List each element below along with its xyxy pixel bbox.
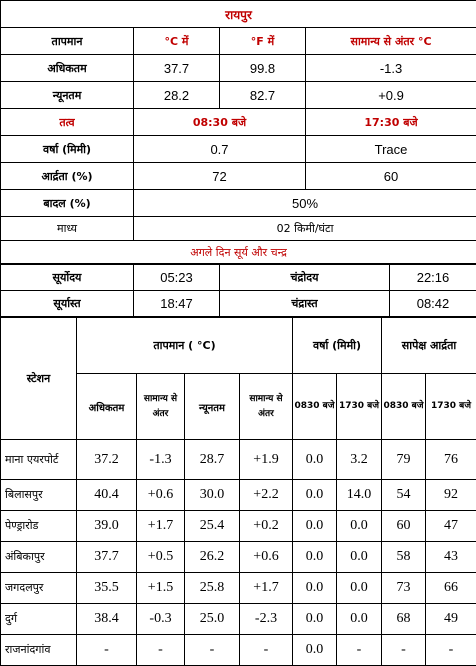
cell-diff1: +1.5 — [137, 573, 185, 604]
rh-0830-col-header: 0830 बजे — [382, 374, 426, 440]
sun-moon-table — [0, 264, 476, 317]
cell-rh-0830: 79 — [382, 440, 426, 480]
rh-1730-col-header: 1730 बजे — [426, 374, 476, 440]
wind-value: 02 किमी/घंटा — [134, 217, 476, 241]
sunrise-value: 05:23 — [134, 265, 220, 291]
cell-diff2: +1.9 — [240, 440, 293, 480]
raipur-title: रायपुर — [1, 1, 476, 28]
rain-0830-col-header: 0830 बजे — [293, 374, 337, 440]
cell-max: 35.5 — [77, 573, 137, 604]
cell-diff1: -0.3 — [137, 604, 185, 635]
cell-diff1: +0.5 — [137, 542, 185, 573]
moonrise-value: 22:16 — [390, 265, 476, 291]
cell-min: 25.4 — [185, 511, 240, 542]
cell-rain-0830: 0.0 — [293, 511, 337, 542]
table-row — [1, 440, 476, 480]
rain-0830: 0.7 — [134, 136, 306, 163]
station-name: पेण्ड्रारोड — [1, 511, 77, 542]
cell-min: - — [185, 635, 240, 666]
cell-rh-1730: - — [426, 635, 476, 666]
wind-label: माध्य — [1, 217, 134, 241]
max-label: अधिकतम — [1, 55, 134, 82]
cell-rh-1730: 92 — [426, 480, 476, 511]
cell-rain-0830: 0.0 — [293, 635, 337, 666]
cell-rh-1730: 49 — [426, 604, 476, 635]
cell-max: 39.0 — [77, 511, 137, 542]
min-f: 82.7 — [220, 82, 306, 109]
cell-rh-0830: 58 — [382, 542, 426, 573]
station-name: अंबिकापुर — [1, 542, 77, 573]
station-header: स्टेशन — [1, 318, 77, 440]
raipur-table — [0, 0, 476, 264]
sunset-value: 18:47 — [134, 291, 220, 317]
cell-rain-0830: 0.0 — [293, 542, 337, 573]
station-name: राजनांदगांव — [1, 635, 77, 666]
cell-rain-0830: 0.0 — [293, 573, 337, 604]
temp-header: तापमान — [1, 28, 134, 55]
cell-rain-1730: - — [337, 635, 382, 666]
cell-rh-1730: 76 — [426, 440, 476, 480]
next-day-heading: अगले दिन सूर्य और चन्द्र — [1, 241, 476, 264]
diff2-col-header: सामान्य से अंतर — [240, 374, 293, 440]
cloud-label: बादल (%) — [1, 190, 134, 217]
cell-min: 26.2 — [185, 542, 240, 573]
cell-diff1: -1.3 — [137, 440, 185, 480]
rh-group-header: सापेक्ष आर्द्रता — [382, 318, 476, 374]
station-name: दुर्ग — [1, 604, 77, 635]
cell-min: 25.0 — [185, 604, 240, 635]
cell-rh-0830: 54 — [382, 480, 426, 511]
humidity-1730: 60 — [306, 163, 476, 190]
cell-max: - — [77, 635, 137, 666]
humidity-0830: 72 — [134, 163, 306, 190]
moonrise-label: चंद्रोदय — [220, 265, 390, 291]
celsius-header: °C में — [134, 28, 220, 55]
cell-diff2: +0.6 — [240, 542, 293, 573]
cell-max: 37.7 — [77, 542, 137, 573]
cell-min: 25.8 — [185, 573, 240, 604]
cell-rain-1730: 0.0 — [337, 511, 382, 542]
cell-diff2: +2.2 — [240, 480, 293, 511]
table-row — [1, 573, 476, 604]
min-col-header: न्यूनतम — [185, 374, 240, 440]
rain-label: वर्षा (मिमी) — [1, 136, 134, 163]
moonset-label: चंद्रास्त — [220, 291, 390, 317]
min-diff: +0.9 — [306, 82, 476, 109]
cell-rain-1730: 0.0 — [337, 573, 382, 604]
cell-diff1: - — [137, 635, 185, 666]
rain-group-header: वर्षा (मिमी) — [293, 318, 382, 374]
cell-rain-1730: 0.0 — [337, 604, 382, 635]
element-label: तत्व — [1, 109, 134, 136]
cell-diff2: +0.2 — [240, 511, 293, 542]
diff-header: सामान्य से अंतर °C — [306, 28, 476, 55]
cell-rain-1730: 14.0 — [337, 480, 382, 511]
max-f: 99.8 — [220, 55, 306, 82]
cell-diff1: +1.7 — [137, 511, 185, 542]
rain-1730: Trace — [306, 136, 476, 163]
max-diff: -1.3 — [306, 55, 476, 82]
diff1-col-header: सामान्य से अंतर — [137, 374, 185, 440]
fahrenheit-header: °F में — [220, 28, 306, 55]
cell-max: 40.4 — [77, 480, 137, 511]
time-0830: 08:30 बजे — [134, 109, 306, 136]
cloud-value: 50% — [134, 190, 476, 217]
cell-rain-0830: 0.0 — [293, 440, 337, 480]
table-row — [1, 542, 476, 573]
sunrise-label: सूर्योदय — [1, 265, 134, 291]
humidity-label: आर्द्रता (%) — [1, 163, 134, 190]
cell-min: 30.0 — [185, 480, 240, 511]
rain-1730-col-header: 1730 बजे — [337, 374, 382, 440]
cell-rain-1730: 3.2 — [337, 440, 382, 480]
table-row — [1, 511, 476, 542]
cell-rain-0830: 0.0 — [293, 480, 337, 511]
cell-diff2: - — [240, 635, 293, 666]
cell-rh-0830: 60 — [382, 511, 426, 542]
cell-rh-0830: - — [382, 635, 426, 666]
table-row — [1, 480, 476, 511]
station-name: बिलासपुर — [1, 480, 77, 511]
cell-diff1: +0.6 — [137, 480, 185, 511]
cell-rh-1730: 66 — [426, 573, 476, 604]
cell-max: 38.4 — [77, 604, 137, 635]
moonset-value: 08:42 — [390, 291, 476, 317]
min-label: न्यूनतम — [1, 82, 134, 109]
temp-group-header: तापमान ( °C) — [77, 318, 293, 374]
cell-rh-1730: 43 — [426, 542, 476, 573]
cell-diff2: +1.7 — [240, 573, 293, 604]
table-row — [1, 635, 476, 666]
station-name: जगदलपुर — [1, 573, 77, 604]
cell-rh-1730: 47 — [426, 511, 476, 542]
cell-max: 37.2 — [77, 440, 137, 480]
cell-rh-0830: 73 — [382, 573, 426, 604]
max-c: 37.7 — [134, 55, 220, 82]
max-col-header: अधिकतम — [77, 374, 137, 440]
time-1730: 17:30 बजे — [306, 109, 476, 136]
sunset-label: सूर्यास्त — [1, 291, 134, 317]
cell-rh-0830: 68 — [382, 604, 426, 635]
stations-table — [0, 317, 476, 666]
table-row — [1, 604, 476, 635]
cell-rain-1730: 0.0 — [337, 542, 382, 573]
min-c: 28.2 — [134, 82, 220, 109]
cell-min: 28.7 — [185, 440, 240, 480]
cell-diff2: -2.3 — [240, 604, 293, 635]
station-name: माना एयरपोर्ट — [1, 440, 77, 480]
cell-rain-0830: 0.0 — [293, 604, 337, 635]
